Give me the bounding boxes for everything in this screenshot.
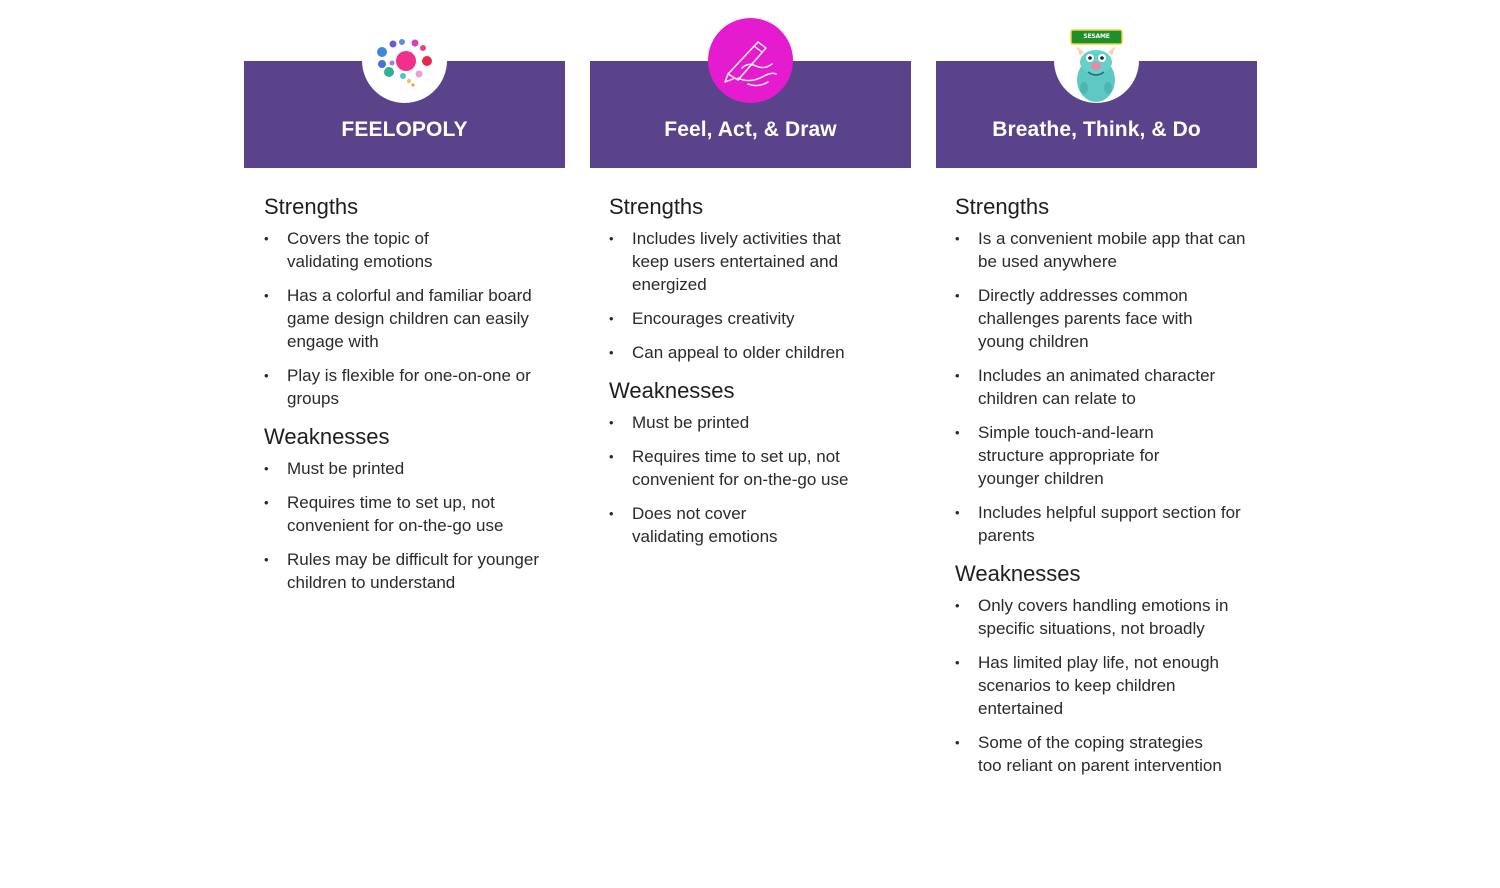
list-item: • Directly addresses common challenges parents face with young children xyxy=(955,284,1223,353)
list-item: • Requires time to set up, not convenient for on-the-go use xyxy=(609,445,897,491)
list-item: • Can appeal to older children xyxy=(609,341,899,364)
column-content xyxy=(609,192,899,560)
list-item: • Play is flexible for one-on-one or groups xyxy=(264,364,532,410)
list-item: • Must be printed xyxy=(609,411,899,434)
weaknesses-heading: Weaknesses xyxy=(609,378,735,403)
strengths-heading: Strengths xyxy=(609,194,704,219)
colorful-dots-icon xyxy=(362,18,447,103)
weaknesses-list xyxy=(264,457,554,594)
weaknesses-heading: Weaknesses xyxy=(264,424,390,449)
strengths-list xyxy=(264,227,554,410)
list-item: • Only covers handling emotions in specific situations, not broadly xyxy=(955,594,1243,640)
hand-drawing-pen-icon xyxy=(708,18,793,103)
sesame-street-monster-icon xyxy=(1054,18,1139,103)
column-title: Feel, Act, & Draw xyxy=(664,118,837,141)
column-content xyxy=(264,192,554,606)
list-item: • Includes lively activities that keep users entertained and energized xyxy=(609,227,872,296)
list-item: • Encourages creativity xyxy=(609,307,899,330)
list-item: • Includes helpful support section for parents xyxy=(955,501,1258,547)
list-item: • Must be printed xyxy=(264,457,554,480)
list-item: • Does not cover validating emotions xyxy=(609,502,792,548)
list-item: • Rules may be difficult for younger children to understand xyxy=(264,548,547,594)
column-title: FEELOPOLY xyxy=(341,118,468,141)
list-item: • Includes an animated character children can relate to xyxy=(955,364,1248,410)
weaknesses-heading: Weaknesses xyxy=(955,561,1081,586)
list-item: • Covers the topic of validating emotions xyxy=(264,227,467,273)
sesame-street-logo-text: SESAME STREET xyxy=(1083,33,1110,52)
list-item: • Has limited play life, not enough scenarios to keep children entertained xyxy=(955,651,1248,720)
strengths-heading: Strengths xyxy=(264,194,359,219)
list-item: • Requires time to set up, not convenient for on-the-go use xyxy=(264,491,532,537)
weaknesses-list xyxy=(609,411,899,548)
strengths-list xyxy=(609,227,899,364)
list-item: • Is a convenient mobile app that can be used anywhere xyxy=(955,227,1248,273)
column-title: Breathe, Think, & Do xyxy=(992,118,1201,141)
list-item: • Simple touch-and-learn structure appropriate for younger children xyxy=(955,421,1193,490)
strengths-list xyxy=(955,227,1245,547)
list-item: • Has a colorful and familiar board game design children can easily engage with xyxy=(264,284,554,353)
list-item: • Some of the coping strategies too reliant on parent intervention xyxy=(955,731,1228,777)
column-content xyxy=(955,192,1245,789)
weaknesses-list xyxy=(955,594,1245,777)
strengths-heading: Strengths xyxy=(955,194,1050,219)
